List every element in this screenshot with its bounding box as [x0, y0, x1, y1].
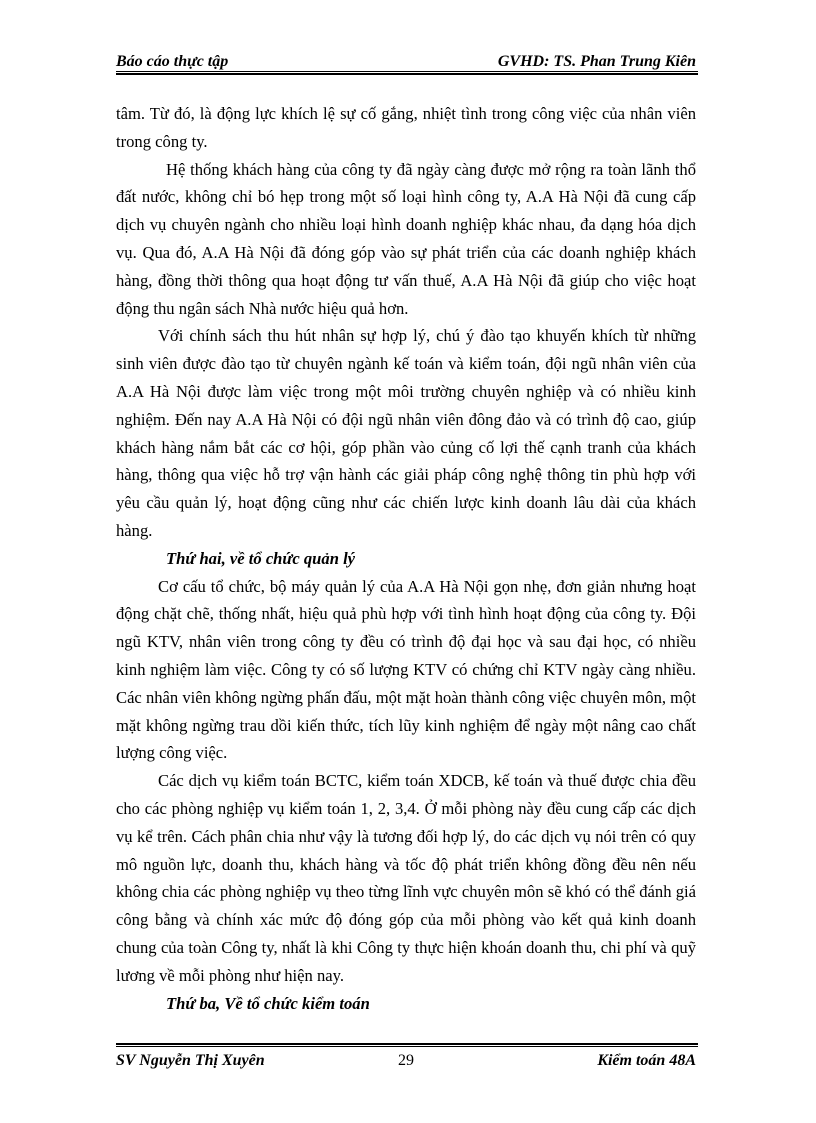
page-footer — [116, 1052, 696, 1072]
paragraph-customer-system: Hệ thống khách hàng của công ty đã ngày càng được mở rộng ra toàn lãnh thổ đất nước, không chỉ bó hẹp trong một số loại hình công ty, A.A Hà Nội đã cung cấp dịch vụ chuyên ngành cho nhiều loại hình doanh nghiệp khác nhau, đa dạng hóa dịch vụ. Qua đó, A.A Hà Nội đã đóng góp vào sự phát triển của các doanh nghiệp khách hàng, đồng thời thông qua hoạt động tư vấn thuế, A.A Hà Nội đã giúp cho việc hoạt động thu ngân sách Nhà nước hiệu quả hơn. — [116, 159, 696, 318]
paragraph-hr-policy: Với chính sách thu hút nhân sự hợp lý, chú ý đào tạo khuyến khích từ những sinh viên được đào tạo từ chuyên ngành kế toán và kiểm toán, đội ngũ nhân viên của A.A Hà Nội được làm việc trong một môi trường chuyên nghiệp và có nhiều kinh nghiệm. Đến nay A.A Hà Nội có đội ngũ nhân viên đông đảo và có trình độ cao, giúp khách hàng nắm bắt các cơ hội, góp phần vào củng cố lợi thế cạnh tranh của khách hàng, thông qua việc hỗ trợ vận hành các giải pháp công nghệ thông tin phù hợp với yêu cầu quản lý, hoạt động cũng như các chiến lược kinh doanh lâu dài của khách hàng. — [116, 326, 696, 540]
footer-class: Kiểm toán 48A — [597, 1052, 696, 1069]
header-supervisor: GVHD: TS. Phan Trung Kiên — [497, 53, 696, 70]
section-heading-audit: Thứ ba, Về tổ chức kiểm toán — [166, 993, 370, 1013]
header-report-title: Báo cáo thực tập — [116, 53, 229, 70]
page-body — [116, 100, 696, 1017]
footer-divider — [116, 1043, 698, 1047]
page-header — [116, 53, 696, 73]
section-heading-management: Thứ hai, về tổ chức quản lý — [166, 548, 356, 568]
paragraph-services: Các dịch vụ kiểm toán BCTC, kiểm toán XDCB, kế toán và thuế được chia đều cho các phòng nghiệp vụ kiểm toán 1, 2, 3,4. Ở mỗi phòng này đều cung cấp các dịch vụ kể trên. Cách phân chia như vậy là tương đối hợp lý, do các dịch vụ nói trên có quy mô nguồn lực, doanh thu, khách hàng và tốc độ phát triển không đồng đều nên nếu không chia các phòng nghiệp vụ theo từng lĩnh vực chuyên môn sẽ khó có thể đánh giá công bằng và chính xác mức độ đóng góp của mỗi phòng vào kết quả kinh doanh chung của toàn Công ty, nhất là khi Công ty thực hiện khoán doanh thu, chi phí và quỹ lương về mỗi phòng như hiện nay. — [116, 771, 696, 985]
paragraph-organization: Cơ cấu tổ chức, bộ máy quản lý của A.A Hà Nội gọn nhẹ, đơn giản nhưng hoạt động chặt chẽ, thống nhất, hiệu quả phù hợp với tình hình hoạt động của công ty. Đội ngũ KTV, nhân viên trong công ty đều có trình độ đại học và sau đại học, có nhiều kinh nghiệm làm việc. Công ty có số lượng KTV có chứng chỉ KTV ngày càng nhiều. Các nhân viên không ngừng phấn đấu, một mặt hoàn thành công việc chuyên môn, một mặt không ngừng trau dồi kiến thức, tích lũy kinh nghiệm để ngày một nâng cao chất lượng công việc. — [116, 576, 696, 763]
paragraph-continuation: tâm. Từ đó, là động lực khích lệ sự cố gắng, nhiệt tình trong công việc của nhân viên trong công ty. — [116, 104, 696, 151]
page-number: 29 — [398, 1052, 414, 1069]
footer-student-name: SV Nguyễn Thị Xuyên — [116, 1052, 265, 1069]
header-divider — [116, 71, 698, 75]
